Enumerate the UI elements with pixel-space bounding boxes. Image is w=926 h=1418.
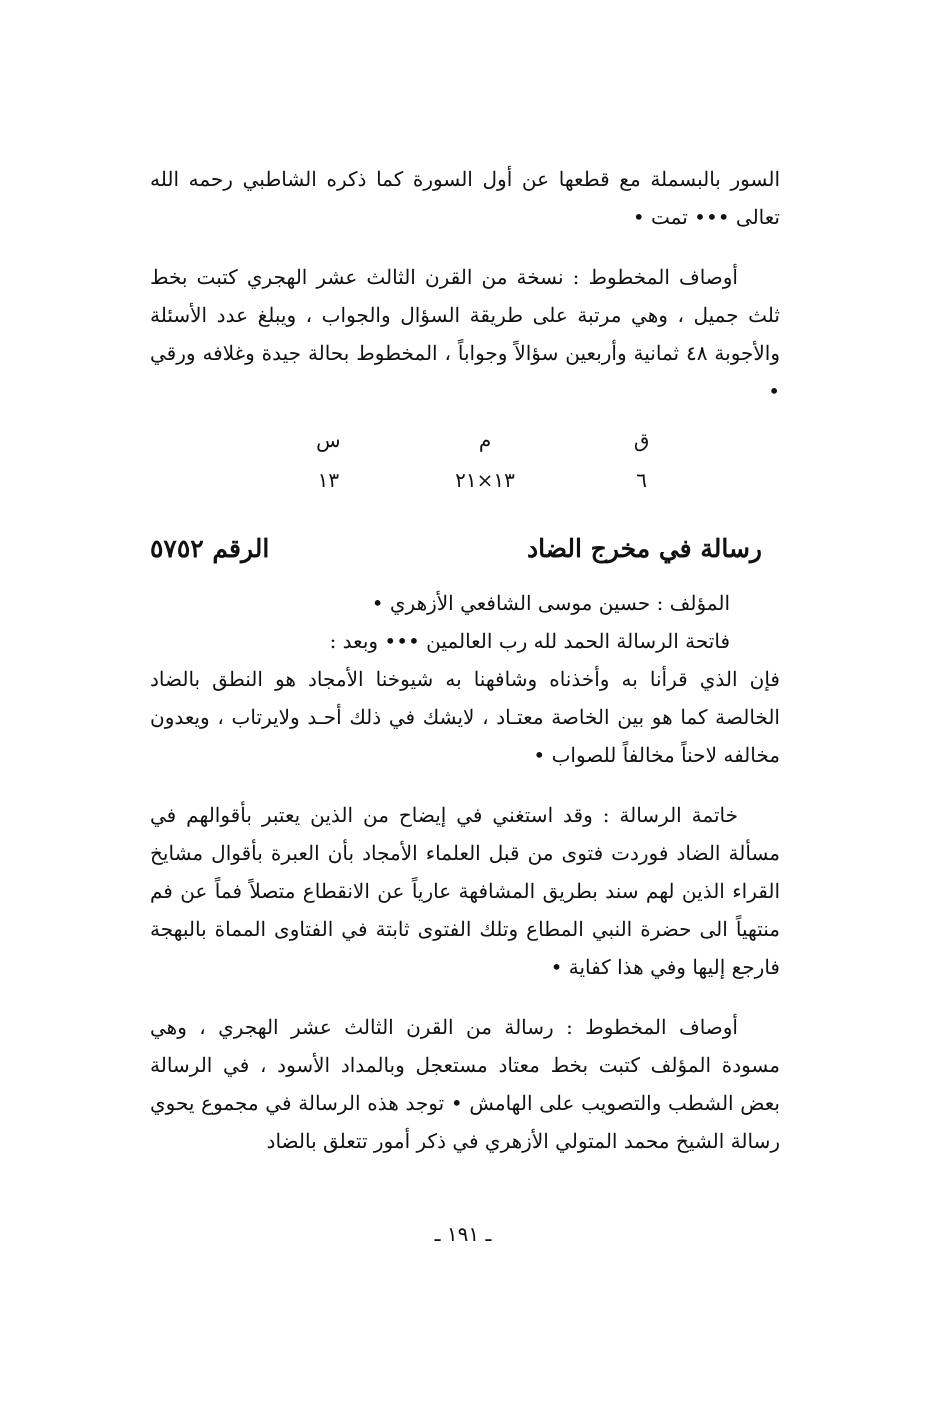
table-value-qaf: ٦ (636, 468, 648, 492)
table-value-sin: ١٣ (317, 468, 340, 492)
entry-title: رسالة في مخرج الضاد (526, 533, 762, 563)
table-header-qaf: ق (633, 428, 650, 452)
table-header-sin: س (316, 428, 341, 452)
table-value-mim: ١٣×٢١ (455, 468, 515, 492)
table-header-mim: م (478, 428, 492, 452)
page-number: ـ ١٩١ ـ (434, 1222, 492, 1246)
measurements-table (250, 420, 720, 500)
entry-heading (150, 522, 780, 574)
closing-paragraph: خاتمة الرسالة : وقد استغني في إيضاح من الذين يعتبر بأقوالهم في مسألة الضاد فوردت فتوى من قبل العلماء الأمجاد بأن العبرة بأقوال مشايخ القراء الذين لهم سند بطريق المشافهة عارياً عن الانقطاع متصلاً فماً عن فم منتهياً الى حضرة النبي المطاع وتلك الفتوى ثابتة في الفتاوى المماة بالبهجة فارجع إليها وفي هذا كفاية • (150, 803, 780, 979)
manuscript-page (150, 160, 780, 1160)
manuscript-description-paragraph: أوصاف المخطوط : نسخة من القرن الثالث عشر الهجري كتبت بخط ثلث جميل ، وهي مرتبة على طريقة السؤال والجواب ، ويبلغ عدد الأسئلة والأجوبة ٤٨ ثمانية وأربعين سؤالاً وجواباً ، المخطوط بحالة جيدة وغلافه ورقي • (150, 265, 781, 403)
opening-line: فاتحة الرسالة الحمد لله رب العالمين ••• وبعد : (329, 629, 730, 653)
continuation-paragraph: السور بالبسملة مع قطعها عن أول السورة كما ذكره الشاطبي رحمه الله تعالى ••• تمت • (150, 167, 780, 229)
opening-text-paragraph: فإن الذي قرأنا به وأخذناه وشافهنا به شيوخنا الأمجاد هو النطق بالضاد الخالصة كما هو بين الخاصة معتـاد ، لايشك في ذلك أحـد ولايرتاب ، ويعدون مخالفه لاحناً مخالفاً للصواب • (150, 667, 780, 767)
entry-number: الرقم ٥٧٥٢ (150, 533, 270, 563)
second-description-paragraph: أوصاف المخطوط : رسالة من القرن الثالث عشر الهجري ، وهي مسودة المؤلف كتبت بخط معتاد مستعجل وبالمداد الأسود ، في الرسالة بعض الشطب والتصويب على الهامش • توجد هذه الرسالة في مجموع يحوي رسالة الشيخ محمد المتولي الأزهري في ذكر أمور تتعلق بالضاد (150, 1015, 780, 1153)
author-line: المؤلف : حسين موسى الشافعي الأزهري • (371, 591, 730, 615)
